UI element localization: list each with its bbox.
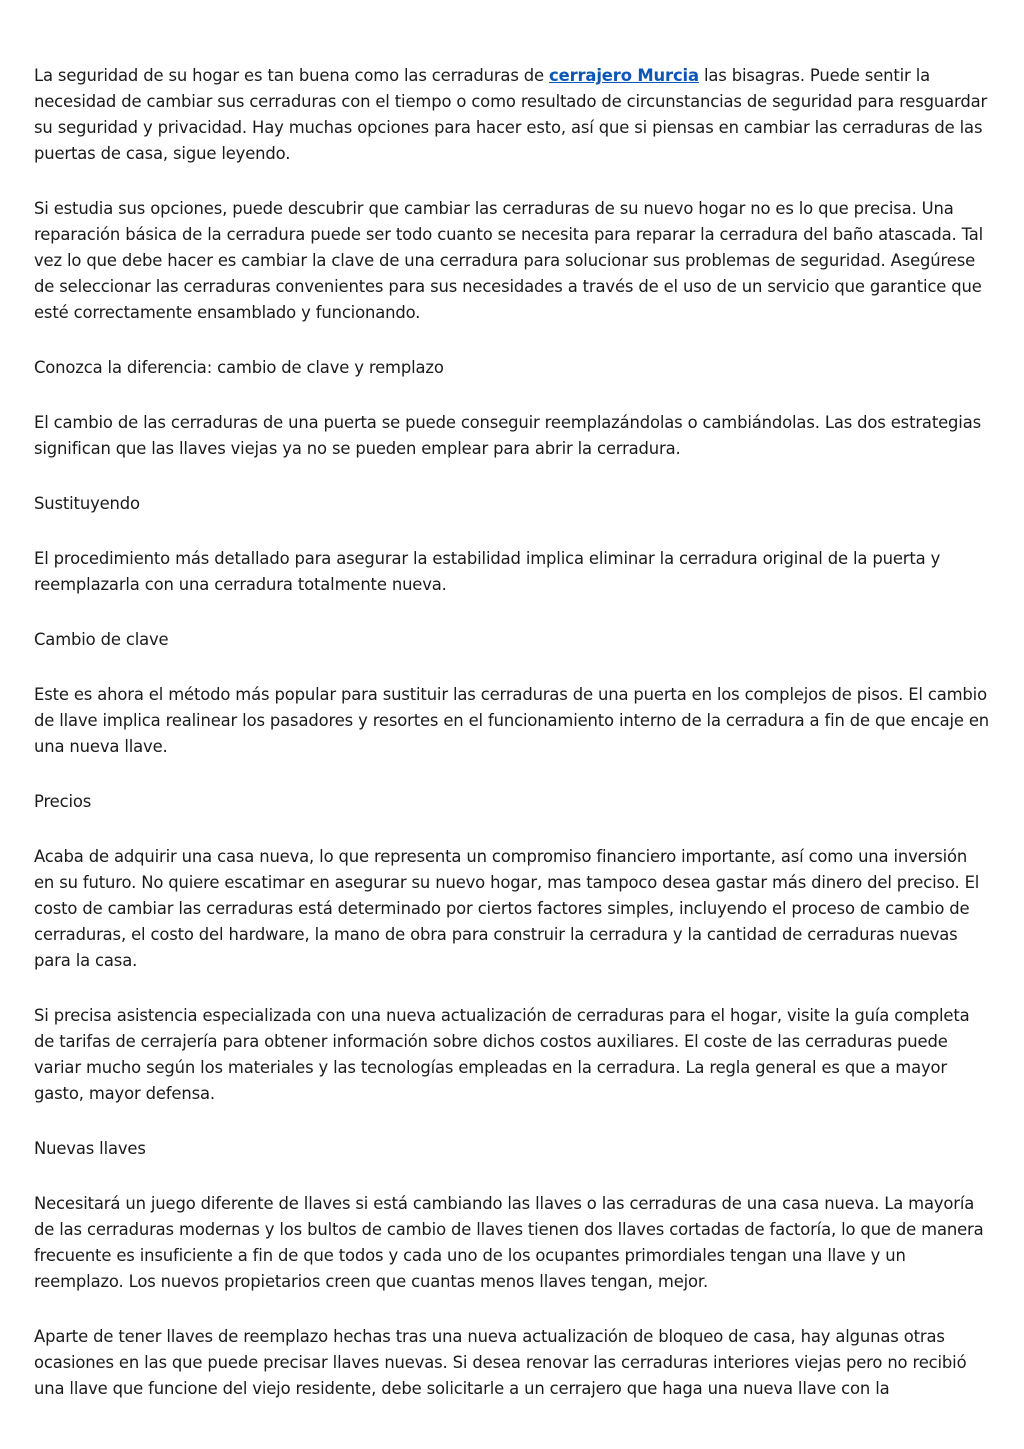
paragraph-difference: El cambio de las cerraduras de una puerta se puede conseguir reemplazándolas o cambiándolas. Las dos estrategias significan que las llaves viejas ya no se pueden emplear para abrir la cerradura. xyxy=(34,413,981,458)
section-heading-replacing: Sustituyendo xyxy=(34,494,140,513)
paragraph-rekey: Este es ahora el método más popular para sustituir las cerraduras de una puerta en los complejos de pisos. El cambio de llave implica realinear los pasadores y resortes en el funcionamiento interno de la cerradura a fin de que encaje en una nueva llave. xyxy=(34,685,990,756)
cerrajero-murcia-link[interactable]: cerrajero Murcia xyxy=(549,66,699,85)
intro-text-before-link: La seguridad de su hogar es tan buena como las cerraduras de xyxy=(34,66,550,85)
section-heading-difference: Conozca la diferencia: cambio de clave y remplazo xyxy=(34,358,444,377)
section-heading-prices: Precios xyxy=(34,792,92,811)
paragraph-assistance: Si precisa asistencia especializada con una nueva actualización de cerraduras para el hogar, visite la guía completa de tarifas de cerrajería para obtener información sobre dichos costos auxiliares. El coste de las cerraduras puede variar mucho según los materiales y las tecnologías empleadas en la cerradura. La regla general es que a mayor gasto, mayor defensa. xyxy=(34,1006,970,1103)
paragraph-new-keys: Necesitará un juego diferente de llaves si está cambiando las llaves o las cerraduras de una casa nueva. La mayoría de las cerraduras modernas y los bultos de cambio de llaves tienen dos llaves cortadas de factoría, lo que de manera frecuente es insuficiente a fin de que todos y cada uno de los ocupantes primordiales tengan una llave y un reemplazo. Los nuevos propietarios creen que cuantas menos llaves tengan, mejor. xyxy=(34,1194,984,1291)
document-body xyxy=(34,63,992,1402)
paragraph-replacing: El procedimiento más detallado para asegurar la estabilidad implica eliminar la cerradura original de la puerta y reemplazarla con una cerradura totalmente nueva. xyxy=(34,549,941,594)
intro-text-after-link: las bisagras. Puede sentir la necesidad de cambiar sus cerraduras con el tiempo o como resultado de circunstancias de seguridad para resguardar su seguridad y privacidad. Hay muchas opciones para hacer esto, así que si piensas en cambiar las cerraduras de las puertas de casa, sigue leyendo. xyxy=(34,66,988,163)
section-heading-new-keys: Nuevas llaves xyxy=(34,1139,146,1158)
paragraph-intro xyxy=(34,63,992,167)
section-heading-rekey: Cambio de clave xyxy=(34,630,169,649)
paragraph-replacement-keys: Aparte de tener llaves de reemplazo hechas tras una nueva actualización de bloqueo de casa, hay algunas otras ocasiones en las que puede precisar llaves nuevas. Si desea renovar las cerraduras interiores viejas pero no recibió una llave que funcione del viejo residente, debe solicitarle a un cerrajero que haga una nueva llave con la xyxy=(34,1327,967,1398)
paragraph-options: Si estudia sus opciones, puede descubrir que cambiar las cerraduras de su nuevo hogar no es lo que precisa. Una reparación básica de la cerradura puede ser todo cuanto se necesita para reparar la cerradura del baño atascada. Tal vez lo que debe hacer es cambiar la clave de una cerradura para solucionar sus problemas de seguridad. Asegúrese de seleccionar las cerraduras convenientes para sus necesidades a través de el uso de un servicio que garantice que esté correctamente ensamblado y funcionando. xyxy=(34,199,984,322)
paragraph-prices: Acaba de adquirir una casa nueva, lo que representa un compromiso financiero importante, así como una inversión en su futuro. No quiere escatimar en asegurar su nuevo hogar, mas tampoco desea gastar más dinero del preciso. El costo de cambiar las cerraduras está determinado por ciertos factores simples, incluyendo el proceso de cambio de cerraduras, el costo del hardware, la mano de obra para construir la cerradura y la cantidad de cerraduras nuevas para la casa. xyxy=(34,847,980,970)
